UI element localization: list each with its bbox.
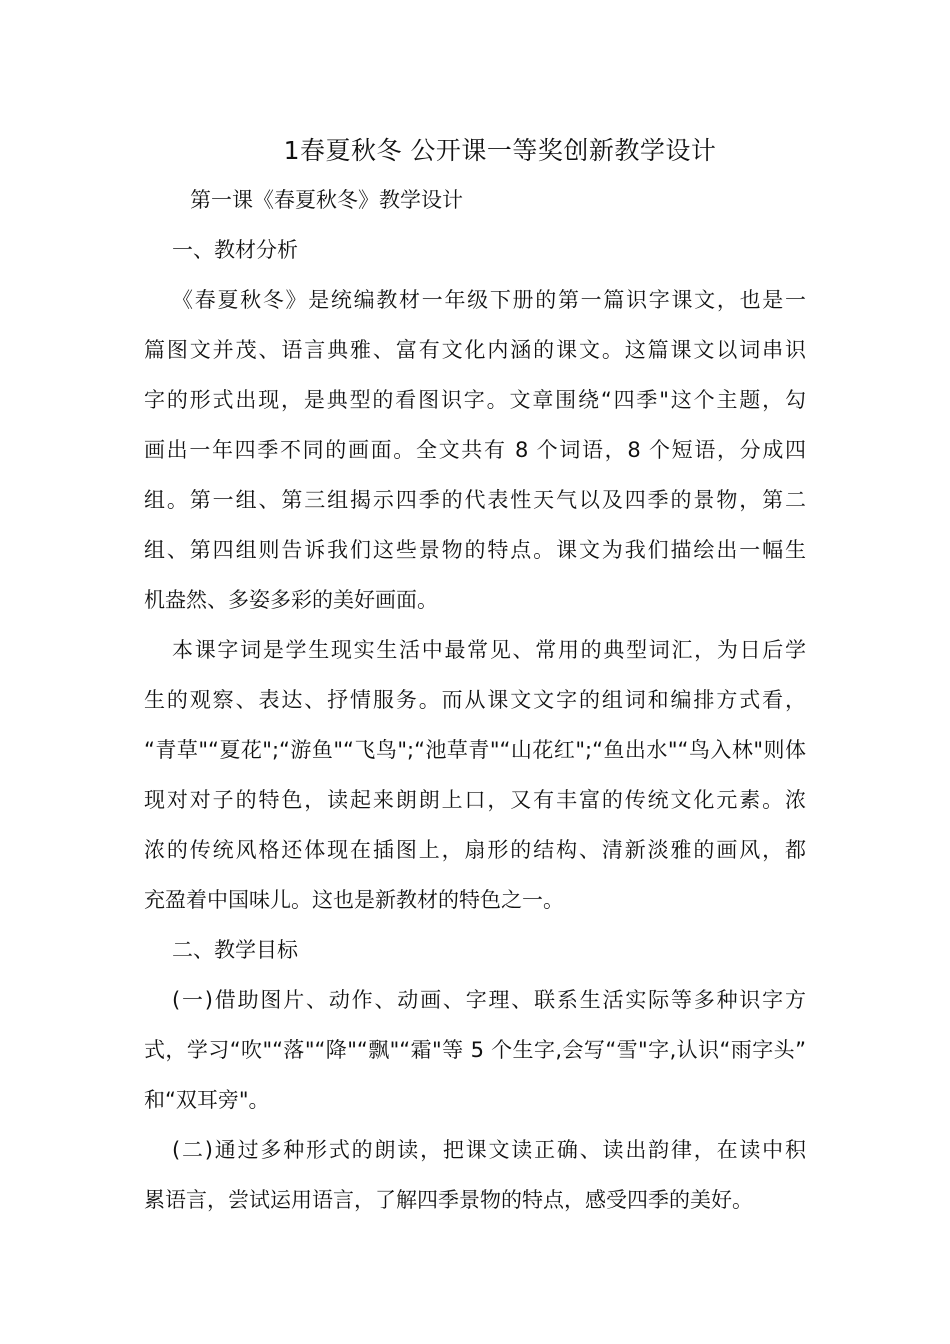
paragraph-line: 生的观察、表达、抒情服务。而从课文文字的组词和编排方式看，: [144, 688, 806, 712]
document-title: 1春夏秋冬 公开课一等奖创新教学设计: [283, 136, 717, 165]
paragraph-line: 浓的传统风格还体现在插图上，扇形的结构、清新淡雅的画风，都: [144, 838, 806, 862]
paragraph-line: 组、第四组则告诉我们这些景物的特点。课文为我们描绘出一幅生: [144, 538, 806, 562]
paragraph-line: 充盈着中国味儿。这也是新教材的特色之一。: [144, 888, 564, 912]
goal-line: (一)借助图片、动作、动画、字理、联系生活实际等多种识字方: [172, 988, 806, 1012]
goal-line: 和“双耳旁"。: [144, 1088, 270, 1112]
goal-line: (二)通过多种形式的朗读，把课文读正确、读出韵律，在读中积: [172, 1138, 806, 1162]
paragraph-line: 画出一年四季不同的画面。全文共有 8 个词语，8 个短语，分成四: [144, 438, 806, 462]
goal-line: 式，学习“吹"“落"“降"“飘"“霜"等 5 个生字,会写“雪"字,认识“雨字头”: [144, 1038, 806, 1062]
goal-line: 累语言，尝试运用语言，了解四季景物的特点，感受四季的美好。: [144, 1188, 753, 1212]
paragraph-line: 现对对子的特色，读起来朗朗上口，又有丰富的传统文化元素。浓: [144, 788, 806, 812]
paragraph-line: 组。第一组、第三组揭示四季的代表性天气以及四季的景物，第二: [144, 488, 806, 512]
paragraph-line: 机盎然、多姿多彩的美好画面。: [144, 588, 438, 612]
paragraph-line: 字的形式出现，是典型的看图识字。文章围绕“四季"这个主题，勾: [144, 388, 806, 412]
paragraph-line: 本课字词是学生现实生活中最常见、常用的典型词汇，为日后学: [172, 638, 806, 662]
paragraph-line: “青草"“夏花";“游鱼"“飞鸟";“池草青"“山花红";“鱼出水"“鸟入林"则体: [144, 738, 806, 762]
lesson-subtitle: 第一课《春夏秋冬》教学设计: [190, 188, 463, 212]
section-heading-teaching-goals: 二、教学目标: [172, 938, 298, 962]
paragraph-line: 篇图文并茂、语言典雅、富有文化内涵的课文。这篇课文以词串识: [144, 338, 806, 362]
paragraph-line: 《春夏秋冬》是统编教材一年级下册的第一篇识字课文，也是一: [172, 288, 806, 312]
section-heading-textbook-analysis: 一、教材分析: [172, 238, 298, 262]
